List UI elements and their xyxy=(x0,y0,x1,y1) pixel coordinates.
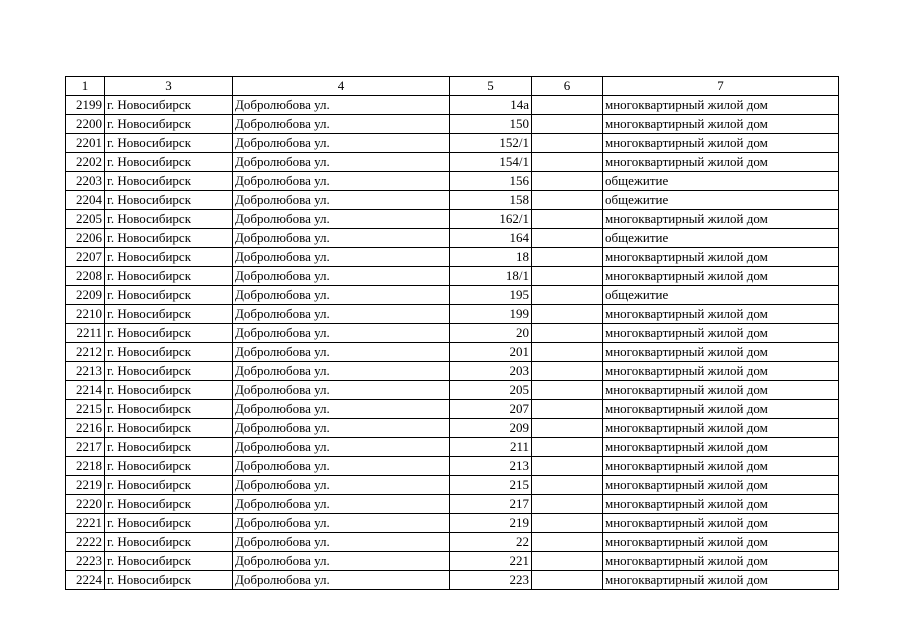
city-cell: г. Новосибирск xyxy=(105,153,233,172)
extra-cell xyxy=(532,172,603,191)
row-number-cell: 2214 xyxy=(66,381,105,400)
house-number-cell: 215 xyxy=(450,476,532,495)
city-cell: г. Новосибирск xyxy=(105,191,233,210)
house-number-cell: 18 xyxy=(450,248,532,267)
city-cell: г. Новосибирск xyxy=(105,381,233,400)
row-number-cell: 2209 xyxy=(66,286,105,305)
building-type-cell: многоквартирный жилой дом xyxy=(603,438,839,457)
row-number-cell: 2221 xyxy=(66,514,105,533)
street-cell: Добролюбова ул. xyxy=(233,305,450,324)
house-number-cell: 20 xyxy=(450,324,532,343)
building-type-cell: многоквартирный жилой дом xyxy=(603,571,839,590)
city-cell: г. Новосибирск xyxy=(105,419,233,438)
table-row xyxy=(66,343,839,362)
row-number-cell: 2205 xyxy=(66,210,105,229)
house-number-cell: 158 xyxy=(450,191,532,210)
table-row xyxy=(66,457,839,476)
house-number-cell: 150 xyxy=(450,115,532,134)
street-cell: Добролюбова ул. xyxy=(233,381,450,400)
row-number-cell: 2204 xyxy=(66,191,105,210)
row-number-cell: 2206 xyxy=(66,229,105,248)
city-cell: г. Новосибирск xyxy=(105,248,233,267)
city-cell: г. Новосибирск xyxy=(105,134,233,153)
house-number-cell: 203 xyxy=(450,362,532,381)
building-type-cell: многоквартирный жилой дом xyxy=(603,495,839,514)
extra-cell xyxy=(532,571,603,590)
header-cell-col-3: 3 xyxy=(105,77,233,96)
row-number-cell: 2218 xyxy=(66,457,105,476)
table-row xyxy=(66,476,839,495)
extra-cell xyxy=(532,343,603,362)
table-row xyxy=(66,514,839,533)
street-cell: Добролюбова ул. xyxy=(233,343,450,362)
city-cell: г. Новосибирск xyxy=(105,324,233,343)
table-row xyxy=(66,495,839,514)
table-row xyxy=(66,134,839,153)
table-row xyxy=(66,210,839,229)
row-number-cell: 2203 xyxy=(66,172,105,191)
table-row xyxy=(66,153,839,172)
extra-cell xyxy=(532,267,603,286)
table-header-row xyxy=(66,77,839,96)
house-number-cell: 213 xyxy=(450,457,532,476)
street-cell: Добролюбова ул. xyxy=(233,96,450,115)
table-row xyxy=(66,419,839,438)
house-number-cell: 162/1 xyxy=(450,210,532,229)
building-type-cell: многоквартирный жилой дом xyxy=(603,457,839,476)
table-row xyxy=(66,438,839,457)
city-cell: г. Новосибирск xyxy=(105,96,233,115)
extra-cell xyxy=(532,115,603,134)
house-number-cell: 223 xyxy=(450,571,532,590)
row-number-cell: 2213 xyxy=(66,362,105,381)
city-cell: г. Новосибирск xyxy=(105,362,233,381)
city-cell: г. Новосибирск xyxy=(105,514,233,533)
row-number-cell: 2224 xyxy=(66,571,105,590)
street-cell: Добролюбова ул. xyxy=(233,457,450,476)
street-cell: Добролюбова ул. xyxy=(233,134,450,153)
building-type-cell: многоквартирный жилой дом xyxy=(603,362,839,381)
table-row xyxy=(66,115,839,134)
city-cell: г. Новосибирск xyxy=(105,210,233,229)
row-number-cell: 2211 xyxy=(66,324,105,343)
house-number-cell: 221 xyxy=(450,552,532,571)
street-cell: Добролюбова ул. xyxy=(233,210,450,229)
street-cell: Добролюбова ул. xyxy=(233,571,450,590)
building-type-cell: общежитие xyxy=(603,286,839,305)
row-number-cell: 2212 xyxy=(66,343,105,362)
table-row xyxy=(66,324,839,343)
building-type-cell: многоквартирный жилой дом xyxy=(603,153,839,172)
building-type-cell: общежитие xyxy=(603,191,839,210)
building-type-cell: многоквартирный жилой дом xyxy=(603,115,839,134)
extra-cell xyxy=(532,400,603,419)
row-number-cell: 2208 xyxy=(66,267,105,286)
table-body xyxy=(66,77,839,590)
extra-cell xyxy=(532,248,603,267)
house-number-cell: 156 xyxy=(450,172,532,191)
building-type-cell: общежитие xyxy=(603,172,839,191)
street-cell: Добролюбова ул. xyxy=(233,514,450,533)
building-type-cell: многоквартирный жилой дом xyxy=(603,552,839,571)
city-cell: г. Новосибирск xyxy=(105,495,233,514)
extra-cell xyxy=(532,438,603,457)
extra-cell xyxy=(532,457,603,476)
street-cell: Добролюбова ул. xyxy=(233,400,450,419)
extra-cell xyxy=(532,191,603,210)
house-number-cell: 195 xyxy=(450,286,532,305)
building-type-cell: многоквартирный жилой дом xyxy=(603,210,839,229)
header-cell-col-4: 4 xyxy=(233,77,450,96)
city-cell: г. Новосибирск xyxy=(105,267,233,286)
table-row xyxy=(66,305,839,324)
building-type-cell: общежитие xyxy=(603,229,839,248)
row-number-cell: 2216 xyxy=(66,419,105,438)
row-number-cell: 2215 xyxy=(66,400,105,419)
street-cell: Добролюбова ул. xyxy=(233,229,450,248)
building-type-cell: многоквартирный жилой дом xyxy=(603,248,839,267)
street-cell: Добролюбова ул. xyxy=(233,362,450,381)
street-cell: Добролюбова ул. xyxy=(233,248,450,267)
table-row xyxy=(66,267,839,286)
extra-cell xyxy=(532,495,603,514)
building-type-cell: многоквартирный жилой дом xyxy=(603,134,839,153)
city-cell: г. Новосибирск xyxy=(105,229,233,248)
table-row xyxy=(66,552,839,571)
street-cell: Добролюбова ул. xyxy=(233,438,450,457)
extra-cell xyxy=(532,381,603,400)
table-row xyxy=(66,248,839,267)
table-row xyxy=(66,533,839,552)
city-cell: г. Новосибирск xyxy=(105,476,233,495)
street-cell: Добролюбова ул. xyxy=(233,267,450,286)
row-number-cell: 2200 xyxy=(66,115,105,134)
header-cell-col-1: 1 xyxy=(66,77,105,96)
header-cell-col-7: 7 xyxy=(603,77,839,96)
house-number-cell: 14а xyxy=(450,96,532,115)
extra-cell xyxy=(532,362,603,381)
row-number-cell: 2223 xyxy=(66,552,105,571)
extra-cell xyxy=(532,324,603,343)
street-cell: Добролюбова ул. xyxy=(233,476,450,495)
building-type-cell: многоквартирный жилой дом xyxy=(603,419,839,438)
extra-cell xyxy=(532,305,603,324)
house-number-cell: 209 xyxy=(450,419,532,438)
building-type-cell: многоквартирный жилой дом xyxy=(603,96,839,115)
building-type-cell: многоквартирный жилой дом xyxy=(603,533,839,552)
building-type-cell: многоквартирный жилой дом xyxy=(603,305,839,324)
city-cell: г. Новосибирск xyxy=(105,457,233,476)
extra-cell xyxy=(532,419,603,438)
extra-cell xyxy=(532,153,603,172)
extra-cell xyxy=(532,210,603,229)
city-cell: г. Новосибирск xyxy=(105,115,233,134)
row-number-cell: 2202 xyxy=(66,153,105,172)
extra-cell xyxy=(532,514,603,533)
building-type-cell: многоквартирный жилой дом xyxy=(603,400,839,419)
header-cell-col-6: 6 xyxy=(532,77,603,96)
house-number-cell: 199 xyxy=(450,305,532,324)
house-number-cell: 207 xyxy=(450,400,532,419)
building-type-cell: многоквартирный жилой дом xyxy=(603,381,839,400)
city-cell: г. Новосибирск xyxy=(105,571,233,590)
house-number-cell: 164 xyxy=(450,229,532,248)
building-type-cell: многоквартирный жилой дом xyxy=(603,343,839,362)
street-cell: Добролюбова ул. xyxy=(233,533,450,552)
row-number-cell: 2207 xyxy=(66,248,105,267)
street-cell: Добролюбова ул. xyxy=(233,419,450,438)
city-cell: г. Новосибирск xyxy=(105,286,233,305)
row-number-cell: 2217 xyxy=(66,438,105,457)
extra-cell xyxy=(532,286,603,305)
table-row xyxy=(66,400,839,419)
city-cell: г. Новосибирск xyxy=(105,552,233,571)
table-row xyxy=(66,229,839,248)
city-cell: г. Новосибирск xyxy=(105,172,233,191)
city-cell: г. Новосибирск xyxy=(105,343,233,362)
extra-cell xyxy=(532,229,603,248)
table-row xyxy=(66,191,839,210)
table-row xyxy=(66,172,839,191)
extra-cell xyxy=(532,134,603,153)
table-row xyxy=(66,571,839,590)
street-cell: Добролюбова ул. xyxy=(233,172,450,191)
house-number-cell: 152/1 xyxy=(450,134,532,153)
street-cell: Добролюбова ул. xyxy=(233,115,450,134)
street-cell: Добролюбова ул. xyxy=(233,324,450,343)
house-number-cell: 205 xyxy=(450,381,532,400)
row-number-cell: 2201 xyxy=(66,134,105,153)
house-number-cell: 18/1 xyxy=(450,267,532,286)
street-cell: Добролюбова ул. xyxy=(233,286,450,305)
house-number-cell: 211 xyxy=(450,438,532,457)
house-number-cell: 154/1 xyxy=(450,153,532,172)
building-type-cell: многоквартирный жилой дом xyxy=(603,324,839,343)
row-number-cell: 2219 xyxy=(66,476,105,495)
table-row xyxy=(66,286,839,305)
table-row xyxy=(66,96,839,115)
building-type-cell: многоквартирный жилой дом xyxy=(603,267,839,286)
street-cell: Добролюбова ул. xyxy=(233,191,450,210)
row-number-cell: 2220 xyxy=(66,495,105,514)
row-number-cell: 2222 xyxy=(66,533,105,552)
extra-cell xyxy=(532,533,603,552)
street-cell: Добролюбова ул. xyxy=(233,552,450,571)
city-cell: г. Новосибирск xyxy=(105,400,233,419)
street-cell: Добролюбова ул. xyxy=(233,153,450,172)
house-number-cell: 201 xyxy=(450,343,532,362)
street-cell: Добролюбова ул. xyxy=(233,495,450,514)
city-cell: г. Новосибирск xyxy=(105,305,233,324)
housing-registry-table xyxy=(65,76,839,590)
house-number-cell: 219 xyxy=(450,514,532,533)
house-number-cell: 22 xyxy=(450,533,532,552)
extra-cell xyxy=(532,96,603,115)
table-row xyxy=(66,381,839,400)
building-type-cell: многоквартирный жилой дом xyxy=(603,514,839,533)
building-type-cell: многоквартирный жилой дом xyxy=(603,476,839,495)
table-row xyxy=(66,362,839,381)
row-number-cell: 2210 xyxy=(66,305,105,324)
house-number-cell: 217 xyxy=(450,495,532,514)
extra-cell xyxy=(532,476,603,495)
city-cell: г. Новосибирск xyxy=(105,438,233,457)
city-cell: г. Новосибирск xyxy=(105,533,233,552)
row-number-cell: 2199 xyxy=(66,96,105,115)
header-cell-col-5: 5 xyxy=(450,77,532,96)
extra-cell xyxy=(532,552,603,571)
